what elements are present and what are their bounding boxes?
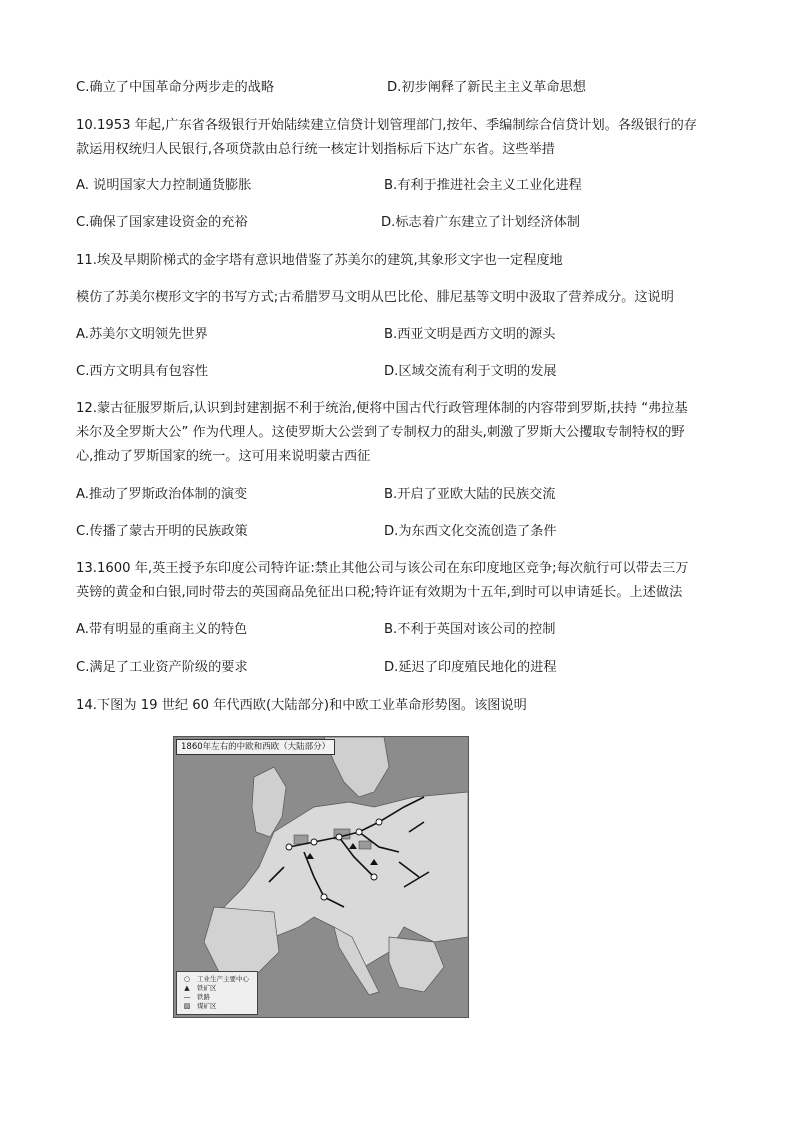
map-industrial-center (371, 874, 377, 880)
map-coal-region (294, 835, 308, 844)
map-land-balkans (389, 937, 444, 992)
q13-option-d: D.延迟了印度殖民地化的进程 (384, 660, 557, 675)
q10-stem-line2: 款运用权统归人民银行,各项贷款由总行统一核定计划指标后下达广东省。这些举措 (76, 142, 555, 157)
q13-option-a: A.带有明显的重商主义的特色 (76, 622, 248, 637)
europe-industrial-map (173, 736, 469, 1018)
legend-label: 工业生产主要中心 (197, 975, 249, 983)
q13-option-b: B.不利于英国对该公司的控制 (384, 622, 556, 637)
map-land-britain (252, 767, 286, 837)
iron-triangle-icon: ▲ (184, 984, 190, 992)
q12-option-a: A.推动了罗斯政治体制的演变 (76, 487, 248, 502)
coal-hatch-icon: ▨ (183, 1002, 191, 1010)
q12-stem-line2: 米尔及全罗斯大公” 作为代理人。这使罗斯大公尝到了专制权力的甜头,刺激了罗斯大公攫取专制特权的野 (76, 425, 685, 440)
q13-stem-line2: 英镑的黄金和白银,同时带去的英国商品免征出口税;特许证有效期为十五年,到时可以申请延长。上述做法 (76, 585, 683, 600)
legend-item-railway (181, 993, 253, 1002)
map-industrial-center (286, 844, 292, 850)
legend-label: 铁矿区 (197, 984, 217, 992)
q11-option-b: B.西亚文明是西方文明的源头 (384, 327, 556, 342)
q12-option-d: D.为东西文化交流创造了条件 (384, 524, 557, 539)
q9-option-d: D.初步阐释了新民主主义革命思想 (387, 80, 586, 95)
map-industrial-center (336, 834, 342, 840)
legend-label: 煤矿区 (197, 1002, 217, 1010)
q11-stem-line2: 模仿了苏美尔楔形文字的书写方式;古希腊罗马文明从巴比伦、腓尼基等文明中汲取了营养成分。这说明 (76, 290, 674, 305)
railway-line-icon: — (183, 993, 191, 1001)
map-legend (176, 971, 258, 1015)
q12-stem-line3: 心,推动了罗斯国家的统一。这可用来说明蒙古西征 (76, 449, 371, 464)
q11-option-d: D.区域交流有利于文明的发展 (384, 364, 557, 379)
q13-option-c: C.满足了工业资产阶级的要求 (76, 660, 248, 675)
map-industrial-center (376, 819, 382, 825)
map-industrial-center (311, 839, 317, 845)
q10-option-a: A. 说明国家大力控制通货膨胀 (76, 178, 252, 193)
q9-option-c: C.确立了中国革命分两步走的战略 (76, 80, 275, 95)
industrial-center-icon: ○ (183, 975, 191, 983)
q11-stem-line1: 11.埃及早期阶梯式的金字塔有意识地借鉴了苏美尔的建筑,其象形文字也一定程度地 (76, 253, 563, 268)
q12-option-b: B.开启了亚欧大陆的民族交流 (384, 487, 556, 502)
legend-label: 铁路 (197, 993, 210, 1001)
map-industrial-center (356, 829, 362, 835)
map-land-iberia (204, 907, 279, 977)
legend-item-iron (181, 984, 253, 993)
legend-item-industrial-center (181, 975, 253, 984)
q13-stem-line1: 13.1600 年,英王授予东印度公司特许证:禁止其他公司与该公司在东印度地区竞争;每次航行可以带去三万 (76, 561, 689, 576)
map-title: 1860年左右的中欧和西欧（大陆部分） (176, 739, 335, 755)
q10-stem-line1: 10.1953 年起,广东省各级银行开始陆续建立信贷计划管理部门,按年、季编制综合信贷计划。各级银行的存 (76, 118, 697, 133)
q12-option-c: C.传播了蒙古开明的民族政策 (76, 524, 248, 539)
map-industrial-center (321, 894, 327, 900)
legend-item-coal (181, 1002, 253, 1011)
q11-option-c: C.西方文明具有包容性 (76, 364, 209, 379)
q10-option-b: B.有利于推进社会主义工业化进程 (384, 178, 582, 193)
q14-stem: 14.下图为 19 世纪 60 年代西欧(大陆部分)和中欧工业革命形势图。该图说明 (76, 698, 527, 713)
map-coal-region (359, 841, 371, 849)
q10-option-c: C.确保了国家建设资金的充裕 (76, 215, 248, 230)
q10-option-d: D.标志着广东建立了计划经济体制 (381, 215, 580, 230)
q11-option-a: A.苏美尔文明领先世界 (76, 327, 208, 342)
q12-stem-line1: 12.蒙古征服罗斯后,认识到封建割据不利于统治,便将中国古代行政管理体制的内容带到罗斯,扶持 “弗拉基 (76, 401, 688, 416)
